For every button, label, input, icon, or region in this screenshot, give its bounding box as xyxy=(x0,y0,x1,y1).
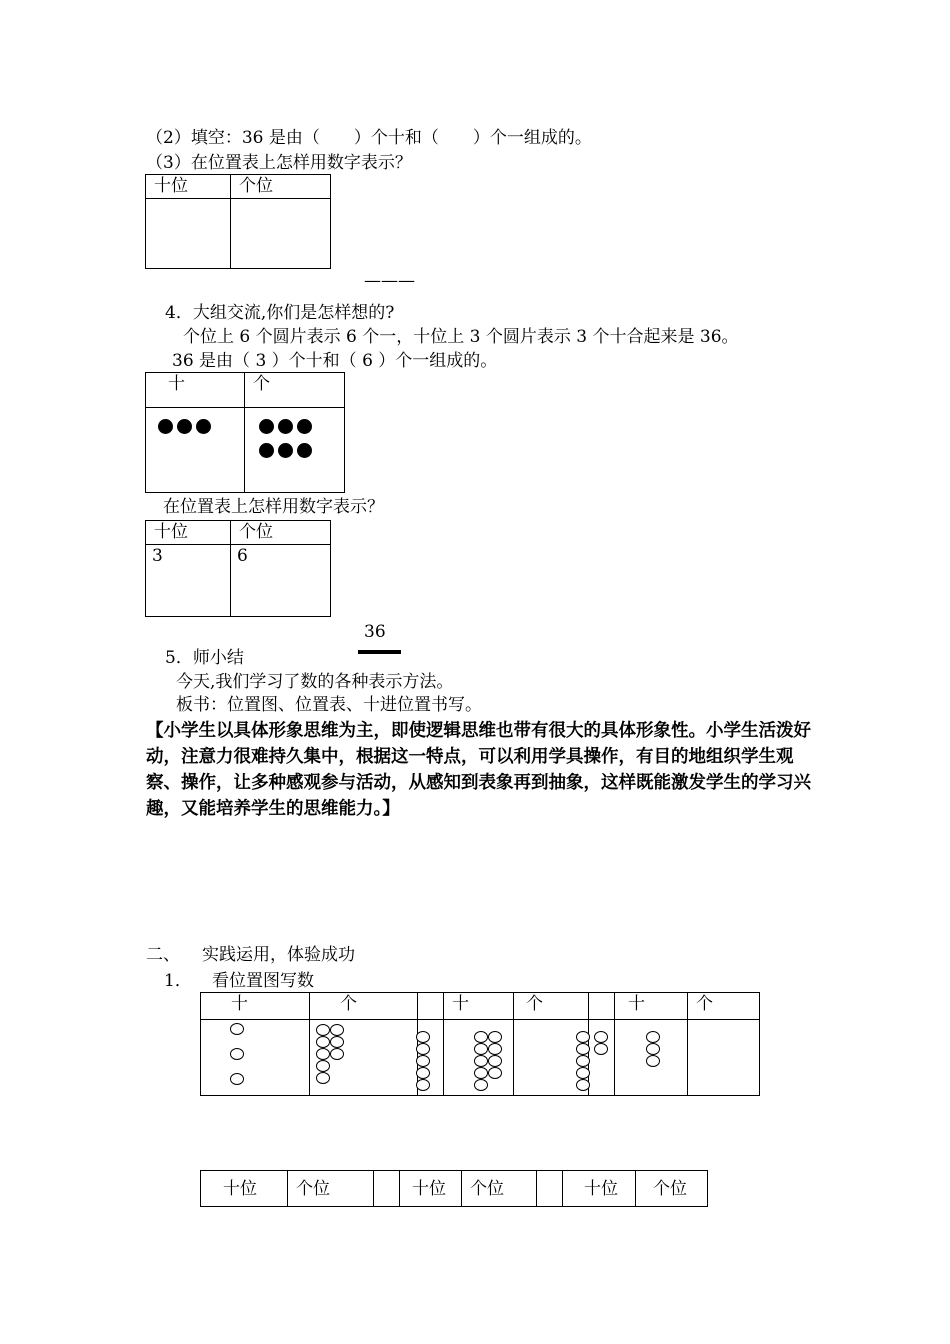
ring-counter xyxy=(474,1043,488,1055)
item-4: 4．大组交流,你们是怎样想的? xyxy=(165,303,395,323)
ring-counter xyxy=(488,1031,502,1043)
ring-counter xyxy=(576,1079,590,1091)
exercise-1-title: 看位置图写数 xyxy=(212,971,314,991)
ring-counter xyxy=(488,1055,502,1067)
counter-dot xyxy=(259,443,274,458)
place-value-table-empty xyxy=(145,174,331,269)
ring-counter xyxy=(316,1024,330,1036)
counter-dot xyxy=(278,419,293,434)
number-36: 36 xyxy=(364,622,386,642)
counter-dot xyxy=(158,419,173,434)
header-ones: 个位 xyxy=(231,175,331,199)
chart-header: 十 xyxy=(615,993,688,1020)
section-2-heading: 实践运用，体验成功 xyxy=(202,945,355,965)
teaching-note: 【小学生以具体形象思维为主，即使逻辑思维也带有很大的具体形象性。小学生活泼好动，注意力很难持久集中，根据这一特点，可以利用学具操作，有目的地组织学生观察、操作，让多种感观参与活动，从感知到表象再到抽象，这样既能激发学生的学习兴趣，又能培养学生的思维能力。】 xyxy=(146,721,811,819)
ring-counter xyxy=(416,1079,430,1091)
counter-dot xyxy=(297,443,312,458)
ring-counter xyxy=(474,1031,488,1043)
answer-gap xyxy=(537,1171,563,1207)
ring-counter xyxy=(576,1031,590,1043)
chart-header: 个 xyxy=(688,993,760,1020)
ring-counter xyxy=(416,1067,430,1079)
answer-header: 十位 xyxy=(563,1171,636,1207)
ring-counter xyxy=(576,1055,590,1067)
answer-header: 十位 xyxy=(400,1171,462,1207)
chart-header: 十 xyxy=(444,993,514,1020)
cell-tens xyxy=(146,199,231,269)
ring-counter xyxy=(594,1031,608,1043)
ring-counter xyxy=(230,1048,244,1060)
ring-counter xyxy=(316,1048,330,1060)
counter-dot xyxy=(196,419,211,434)
ring-counter xyxy=(646,1055,660,1067)
header-ones: 个 xyxy=(245,373,345,408)
header-ones: 个位 xyxy=(231,521,331,545)
counter-dot xyxy=(278,443,293,458)
counter-dot xyxy=(177,419,192,434)
counter-dot xyxy=(297,419,312,434)
section-2-number: 二、 xyxy=(146,945,180,965)
ring-counter xyxy=(488,1043,502,1055)
answer-header: 个位 xyxy=(288,1171,374,1207)
ring-counter xyxy=(416,1055,430,1067)
ring-counter xyxy=(576,1067,590,1079)
ring-counter xyxy=(330,1036,344,1048)
answer-table xyxy=(200,1170,708,1207)
question-2: （2）填空：36 是由（ ）个十和（ ）个一组成的。 xyxy=(146,128,592,148)
ring-counter xyxy=(416,1031,430,1043)
answer-gap xyxy=(374,1171,400,1207)
item-5: 5．师小结 xyxy=(165,648,244,668)
ring-counter xyxy=(230,1023,244,1035)
ones-value: 6 xyxy=(231,545,331,617)
chart-cell xyxy=(688,1020,760,1096)
tens-value: 3 xyxy=(146,545,231,617)
filled-answer: 36 是由（ 3 ）个十和（ 6 ）个一组成的。 xyxy=(172,351,498,371)
header-tens: 十位 xyxy=(146,521,231,545)
counter-dot xyxy=(259,419,274,434)
explanation: 个位上 6 个圆片表示 6 个一，十位上 3 个圆片表示 3 个十合起来是 36。 xyxy=(183,327,739,347)
ring-counter xyxy=(474,1055,488,1067)
chart-header: 个 xyxy=(310,993,418,1020)
header-tens: 十 xyxy=(146,373,245,408)
ring-counter xyxy=(330,1048,344,1060)
counter-place-chart xyxy=(145,372,345,493)
exercise-1-number: 1． xyxy=(164,971,192,991)
cell-ones xyxy=(231,199,331,269)
ring-counter xyxy=(474,1079,488,1091)
ring-counter xyxy=(474,1067,488,1079)
ring-counter xyxy=(330,1024,344,1036)
ring-counter xyxy=(646,1043,660,1055)
question-3b: 在位置表上怎样用数字表示？ xyxy=(163,497,384,517)
ring-counter xyxy=(594,1043,608,1055)
chart-gap xyxy=(418,993,444,1020)
chart-header: 个 xyxy=(514,993,589,1020)
summary-text: 今天,我们学习了数的各种表示方法。 xyxy=(176,672,454,692)
place-value-table-filled xyxy=(145,520,331,617)
header-tens: 十位 xyxy=(146,175,231,199)
ring-counter xyxy=(316,1072,330,1084)
chart-header: 十 xyxy=(201,993,310,1020)
ring-counter xyxy=(488,1067,502,1079)
ring-counter xyxy=(416,1043,430,1055)
answer-header: 十位 xyxy=(201,1171,288,1207)
ring-counter xyxy=(230,1073,244,1085)
answer-header: 个位 xyxy=(462,1171,537,1207)
underline-bar xyxy=(358,650,401,654)
chart-gap xyxy=(589,993,615,1020)
answer-header: 个位 xyxy=(636,1171,708,1207)
chart-cell xyxy=(201,1020,310,1096)
board-text: 板书：位置图、位置表、十进位置书写。 xyxy=(176,695,482,715)
ring-counter xyxy=(576,1043,590,1055)
ring-counter xyxy=(646,1031,660,1043)
ring-counter xyxy=(316,1036,330,1048)
answer-dashes: ——— xyxy=(364,271,415,291)
question-3: （3）在位置表上怎样用数字表示？ xyxy=(146,153,412,173)
ring-counter xyxy=(316,1060,330,1072)
